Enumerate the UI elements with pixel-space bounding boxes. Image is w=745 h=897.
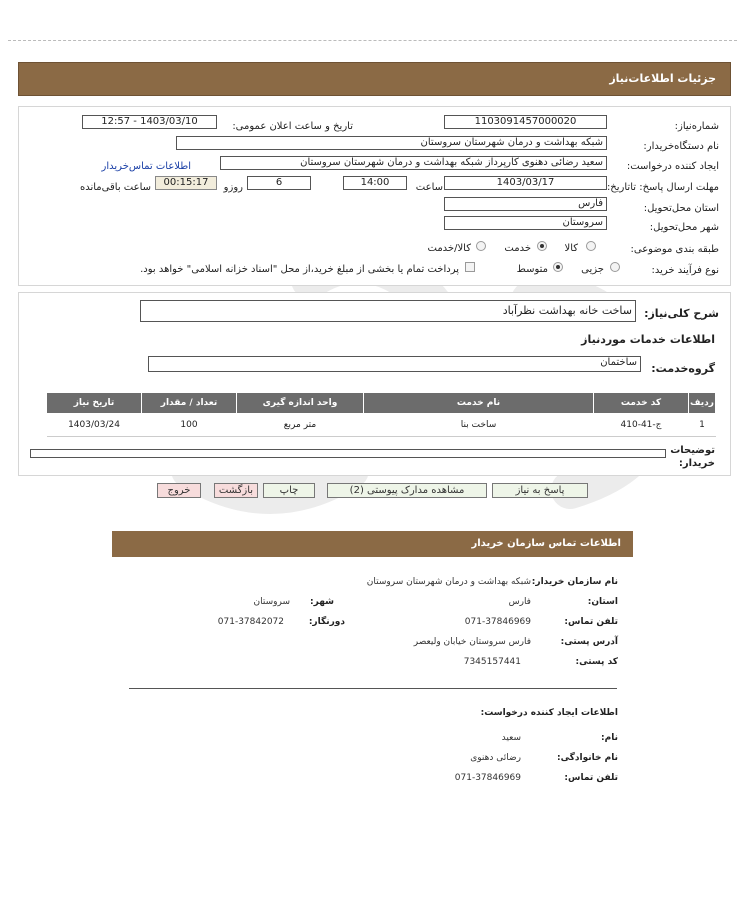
cell-unit: متر مربع	[237, 414, 364, 437]
cell-service-name: ساخت بنا	[364, 414, 594, 437]
contact-city-label: شهر:	[310, 597, 334, 607]
summary-field: ساخت خانه بهداشت نظرآباد	[140, 300, 636, 322]
col-service-name: نام خدمت	[364, 393, 594, 414]
category-option-goods: کالا	[564, 243, 578, 254]
exit-button[interactable]: خروج	[157, 483, 201, 498]
table-row	[47, 414, 716, 437]
buyer-field: شبکه بهداشت و درمان شهرستان سروستان	[176, 136, 607, 150]
col-unit: واحد اندازه گیری	[237, 393, 364, 414]
process-radio-minor[interactable]	[610, 262, 620, 272]
contact-address-label: آدرس پستی:	[560, 637, 618, 647]
category-option-goods-service: کالا/خدمت	[427, 243, 471, 254]
summary-label: شرح کلی‌نیاز:	[644, 307, 719, 320]
contact-header	[112, 531, 633, 557]
contact-phone-label: تلفن تماس:	[564, 617, 618, 627]
category-label: طبقه بندی موضوعی:	[630, 244, 719, 255]
city-field: سروستان	[444, 216, 607, 230]
remaining-time-field: 00:15:17	[155, 176, 217, 190]
creator-phone-label: تلفن تماس:	[564, 773, 618, 783]
province-label: استان محل‌تحویل:	[643, 203, 719, 214]
deadline-date-field: 1403/03/17	[444, 176, 607, 190]
print-button[interactable]: چاپ	[263, 483, 315, 498]
days-label: روزو	[223, 182, 243, 193]
top-divider	[8, 40, 737, 41]
contact-postal-value: 7345157441	[463, 657, 521, 667]
cell-row: 1	[689, 414, 716, 437]
deadline-label: مهلت ارسال پاسخ: تاتاریخ:	[606, 182, 719, 193]
city-label: شهر محل‌تحویل:	[649, 222, 719, 233]
remaining-label: ساعت باقی‌مانده	[79, 182, 151, 193]
cell-need-date: 1403/03/24	[47, 414, 142, 437]
buyer-notes-field	[30, 449, 666, 458]
process-option-medium: متوسط	[516, 264, 548, 275]
creator-name-value: سعید	[501, 733, 521, 743]
back-button[interactable]: بازگشت	[214, 483, 258, 498]
attachments-button[interactable]: مشاهده مدارک پیوستی (2)	[327, 483, 487, 498]
days-field: 6	[247, 176, 311, 190]
service-group-label: گروه‌خدمت:	[651, 362, 715, 375]
col-need-date: تاریخ نیاز	[47, 393, 142, 414]
reply-button[interactable]: پاسخ به نیاز	[492, 483, 588, 498]
cell-service-code: ج-41-410	[594, 414, 689, 437]
creator-family-value: رضائی دهنوی	[470, 753, 521, 763]
col-quantity: تعداد / مقدار	[142, 393, 237, 414]
creator-field: سعید رضائی دهنوی کارپرداز شبکه بهداشت و درمان شهرستان سروستان	[220, 156, 607, 170]
services-table-header-row	[47, 393, 716, 414]
category-option-service: خدمت	[504, 243, 531, 254]
category-radio-goods[interactable]	[586, 241, 596, 251]
contact-header-title: اطلاعات تماس سازمان خریدار	[471, 538, 621, 549]
contact-phone-value: 071-37846969	[464, 617, 531, 627]
buyer-label: نام دستگاه‌خریدار:	[643, 141, 719, 152]
need-number-label: شماره‌نیاز:	[674, 121, 719, 132]
cell-quantity: 100	[142, 414, 237, 437]
announce-label: تاریخ و ساعت اعلان عمومی:	[232, 121, 353, 132]
process-label: نوع فرآیند خرید:	[651, 265, 719, 276]
creator-name-label: نام:	[601, 733, 618, 743]
contact-org-value: شبکه بهداشت و درمان شهرستان سروستان	[366, 577, 531, 587]
col-row: ردیف	[689, 393, 716, 414]
contact-address-value: فارس سروستان خیابان ولیعصر	[413, 637, 531, 647]
category-radio-service[interactable]	[537, 241, 547, 251]
deadline-time-label: ساعت	[415, 182, 443, 193]
page-header-title: جزئیات اطلاعات‌نیاز	[609, 72, 716, 85]
contact-province-label: استان:	[587, 597, 618, 607]
contact-divider	[129, 688, 617, 689]
creator-family-label: نام خانوادگی:	[556, 753, 618, 763]
contact-city-value: سروستان	[253, 597, 290, 607]
process-option-minor: جزیی	[581, 264, 604, 275]
buyer-notes-label: توضیحات خریدار:	[670, 445, 715, 469]
buyer-contact-link[interactable]: اطلاعات تماس‌خریدار	[101, 161, 191, 172]
contact-fax-value: 071-37842072	[217, 617, 284, 627]
province-field: فارس	[444, 197, 607, 211]
category-radio-goods-service[interactable]	[476, 241, 486, 251]
page-header	[18, 62, 731, 96]
service-group-field: ساختمان	[148, 356, 641, 372]
need-number-field: 1103091457000020	[444, 115, 607, 129]
contact-org-label: نام سازمان خریدار:	[531, 577, 618, 587]
creator-phone-value: 071-37846969	[454, 773, 521, 783]
deadline-time-field: 14:00	[343, 176, 407, 190]
announce-field: 1403/03/10 - 12:57	[82, 115, 217, 129]
contact-postal-label: کد پستی:	[575, 657, 618, 667]
services-title: اطلاعات خدمات موردنیاز	[581, 333, 715, 346]
contact-fax-label: دورنگار:	[308, 617, 345, 627]
process-radio-medium[interactable]	[553, 262, 563, 272]
need-info-panel	[18, 106, 731, 286]
creator-label: ایجاد کننده درخواست:	[626, 161, 719, 172]
payment-note: پرداخت تمام یا بخشی از مبلغ خرید،از محل "اسناد خزانه اسلامی" خواهد بود.	[140, 264, 459, 275]
contact-province-value: فارس	[508, 597, 531, 607]
services-table	[46, 392, 716, 437]
treasury-payment-checkbox[interactable]	[465, 262, 475, 272]
col-service-code: کد خدمت	[594, 393, 689, 414]
creator-info-title: اطلاعات ایجاد کننده درخواست:	[480, 708, 618, 718]
